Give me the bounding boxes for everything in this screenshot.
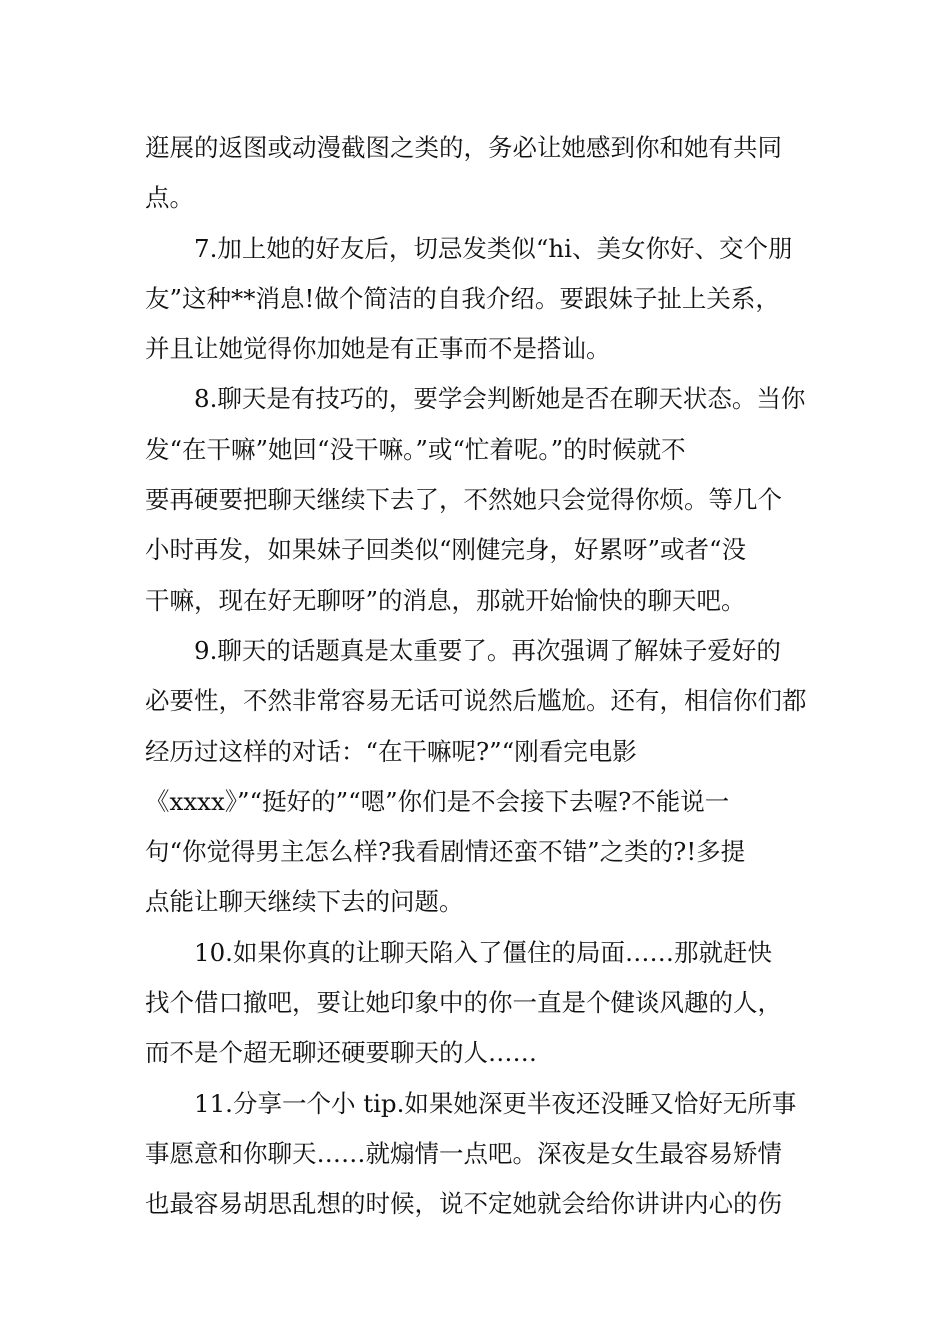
text-line: 要再硬要把聊天继续下去了，不然她只会觉得你烦。等几个 bbox=[145, 485, 782, 515]
text-line: 点能让聊天继续下去的问题。 bbox=[145, 887, 464, 917]
document-body bbox=[145, 123, 815, 1230]
paragraph-start-11: 11.分享一个小 tip.如果她深更半夜还没睡又恰好无所事 bbox=[194, 1088, 797, 1118]
text-line: 找个借口撤吧，要让她印象中的你一直是个健谈风趣的人， bbox=[145, 988, 782, 1018]
text-line: 而不是个超无聊还硬要聊天的人…… bbox=[145, 1038, 537, 1068]
text-line: 并且让她觉得你加她是有正事而不是搭讪。 bbox=[145, 334, 611, 364]
text-line: 逛展的返图或动漫截图之类的，务必让她感到你和她有共同 bbox=[145, 133, 782, 162]
text-line: 经历过这样的对话：“在干嘛呢?”“刚看完电影 bbox=[145, 736, 637, 766]
text-line: 句“你觉得男主怎么样?我看剧情还蛮不错”之类的?!多提 bbox=[145, 837, 746, 867]
text-line: 也最容易胡思乱想的时候，说不定她就会给你讲讲内心的伤 bbox=[145, 1189, 782, 1219]
text-line: 小时再发，如果妹子回类似“刚健完身，好累呀”或者“没 bbox=[145, 535, 747, 565]
text-line: 事愿意和你聊天……就煽情一点吧。深夜是女生最容易矫情 bbox=[145, 1138, 782, 1168]
text-line: 发“在干嘛”她回“没干嘛。”或“忙着呢。”的时候就不 bbox=[145, 434, 686, 464]
paragraph-start-9: 9.聊天的话题真是太重要了。再次强调了解妹子爱好的 bbox=[194, 635, 781, 665]
paragraph-start-7: 7.加上她的好友后，切忌发类似“hi、美女你好、交个朋 bbox=[194, 233, 793, 263]
text-line: 必要性，不然非常容易无话可说然后尴尬。还有，相信你们都 bbox=[145, 686, 807, 716]
paragraph-start-10: 10.如果你真的让聊天陷入了僵住的局面……那就赶快 bbox=[194, 937, 772, 967]
paragraph-start-8: 8.聊天是有技巧的，要学会判断她是否在聊天状态。当你 bbox=[194, 384, 806, 414]
text-line: 干嘛，现在好无聊呀”的消息，那就开始愉快的聊天吧。 bbox=[145, 585, 746, 615]
text-line: 点。 bbox=[145, 183, 194, 213]
text-line: 友”这种**消息!做个简洁的自我介绍。要跟妹子扯上关系， bbox=[145, 283, 780, 313]
text-line: 《xxxx》”“挺好的”“嗯”你们是不会接下去喔?不能说一 bbox=[145, 786, 730, 816]
